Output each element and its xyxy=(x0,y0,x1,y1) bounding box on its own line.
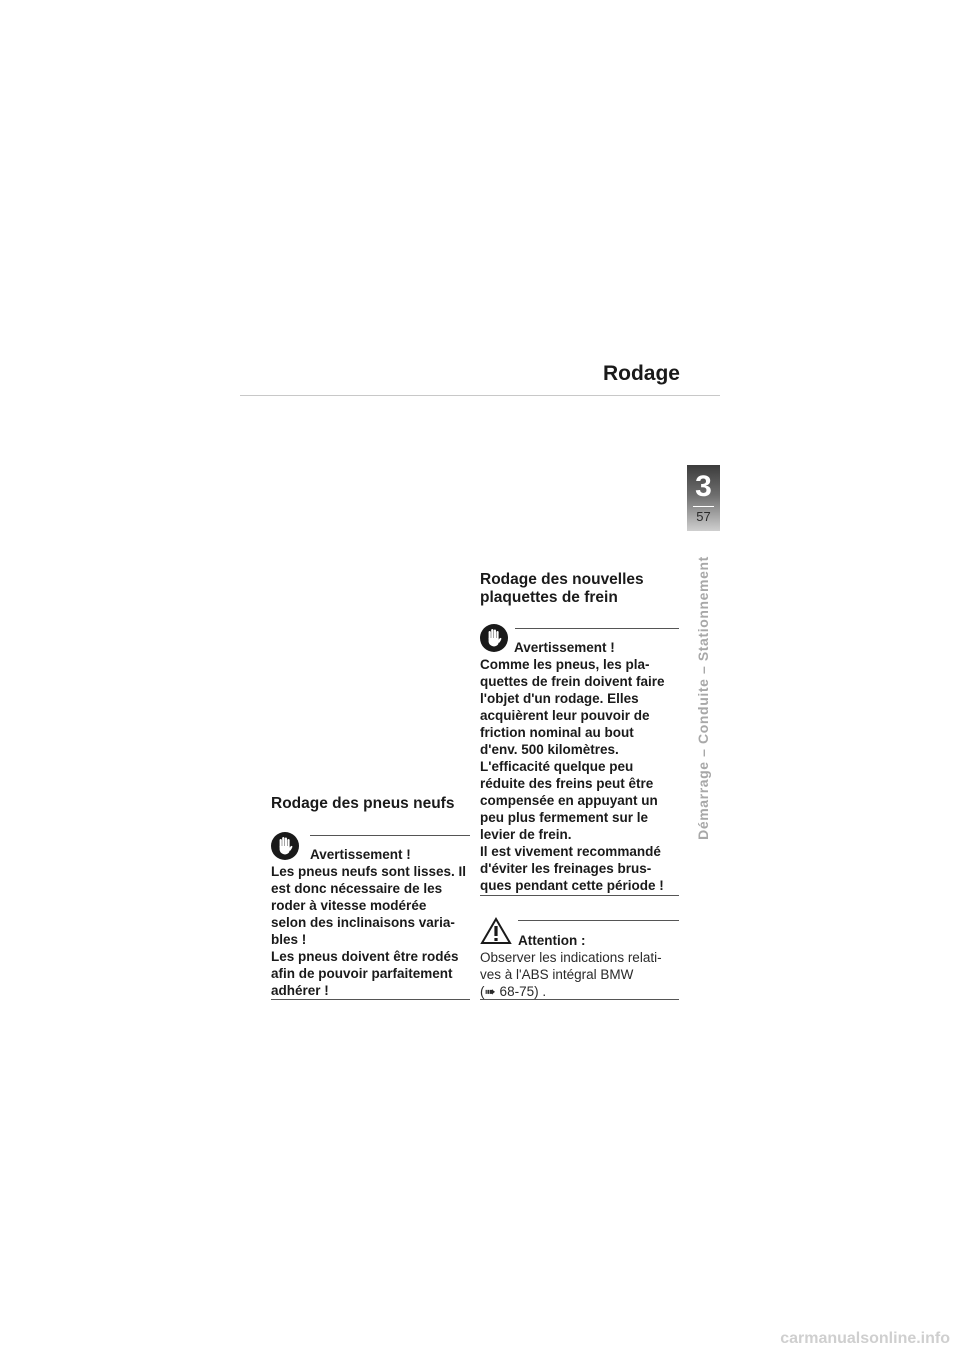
attention-title: Attention : xyxy=(518,933,586,948)
section-heading-tyres: Rodage des pneus neufs xyxy=(271,795,455,812)
title-divider xyxy=(240,395,720,396)
text-line: l'objet d'un rodage. Elles xyxy=(480,691,639,706)
text-line: compensée en appuyant un xyxy=(480,793,658,808)
heading-line: Rodage des nouvelles xyxy=(480,571,644,588)
hand-stop-icon xyxy=(271,832,299,860)
heading-line: plaquettes de frein xyxy=(480,589,618,606)
text-line: Observer les indications relati- xyxy=(480,950,662,965)
chapter-number: 3 xyxy=(695,470,712,503)
text-line: d'éviter les freinages brus- xyxy=(480,861,652,876)
text-line: roder à vitesse modérée xyxy=(271,898,427,913)
hand-stop-icon xyxy=(480,624,508,652)
text-line: ves à l'ABS intégral BMW xyxy=(480,967,634,982)
attention-body xyxy=(480,949,662,1000)
text-line: d'env. 500 kilomètres. xyxy=(480,742,619,757)
text-line: ques pendant cette période ! xyxy=(480,878,664,893)
text-line: Les pneus neufs sont lisses. Il xyxy=(271,864,467,879)
text-line: afin de pouvoir parfaitement xyxy=(271,966,453,981)
text-line: bles ! xyxy=(271,932,307,947)
notice-bottom-rule xyxy=(271,999,470,1000)
section-heading-brake-pads xyxy=(480,571,644,607)
text-line: Les pneus doivent être rodés xyxy=(271,949,459,964)
attention-top-rule xyxy=(518,920,679,921)
warning-triangle-icon xyxy=(480,917,512,945)
text-line: levier de frein. xyxy=(480,827,572,842)
notice-body-tyres xyxy=(271,863,466,999)
page-title: Rodage xyxy=(602,362,680,385)
text-line: réduite des freins peut être xyxy=(480,776,654,791)
notice-title: Avertissement ! xyxy=(310,847,411,862)
chapter-side-label: Démarrage – Conduite – Stationnement xyxy=(695,556,711,840)
text-line: peu plus fermement sur le xyxy=(480,810,649,825)
text-line: selon des inclinaisons varia- xyxy=(271,915,455,930)
chapter-tab xyxy=(687,465,720,531)
notice-title: Avertissement ! xyxy=(514,640,615,655)
attention-bottom-rule xyxy=(480,999,679,1000)
page-number: 57 xyxy=(696,509,711,524)
watermark: carmanualsonline.info xyxy=(780,1330,950,1347)
text-line: est donc nécessaire de les xyxy=(271,881,443,896)
text-line: Il est vivement recommandé xyxy=(480,844,661,859)
notice-top-rule xyxy=(310,835,470,836)
chapter-divider xyxy=(693,506,714,507)
text-line: quettes de frein doivent faire xyxy=(480,674,665,689)
text-line: adhérer ! xyxy=(271,983,329,998)
text-line: Comme les pneus, les pla- xyxy=(480,657,650,672)
text-line: L'efficacité quelque peu xyxy=(480,759,634,774)
page-reference-link[interactable]: (➠ 68-75) . xyxy=(480,984,547,999)
notice-body-brake-pads xyxy=(480,656,665,894)
notice-bottom-rule xyxy=(480,895,679,896)
notice-top-rule xyxy=(515,628,679,629)
text-line: acquièrent leur pouvoir de xyxy=(480,708,650,723)
text-line: friction nominal au bout xyxy=(480,725,634,740)
